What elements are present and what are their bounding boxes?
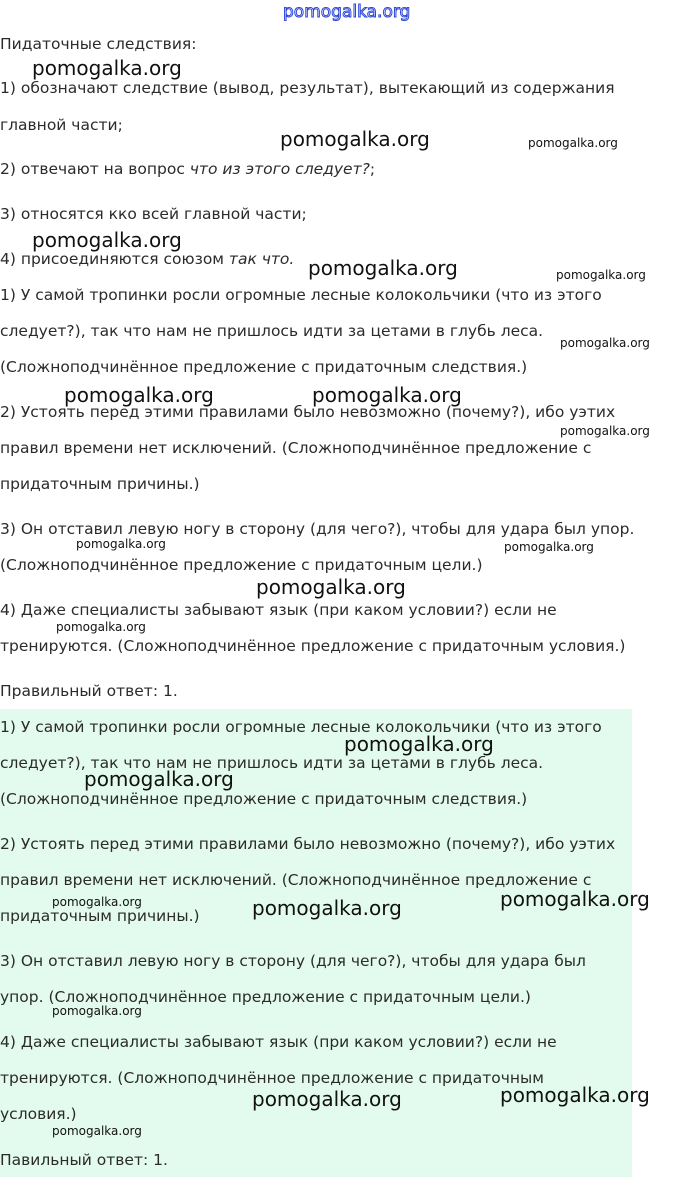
watermark: pomogalka.org bbox=[252, 896, 402, 920]
answer-4-line-b: тренируются. (Сложноподчинённое предложение с придаточным bbox=[0, 1069, 544, 1087]
watermark: pomogalka.org bbox=[84, 767, 234, 791]
option-2-line-a: 2) Устоять перед этими правилами было невозможно (почему?), ибо уэтих bbox=[0, 403, 616, 421]
watermark: pomogalka.org bbox=[560, 424, 650, 438]
correct-answer: Правильный ответ: 1. bbox=[0, 682, 178, 700]
answer-3-line-a: 3) Он отставил левую ногу в сторону (для чего?), чтобы для удара был bbox=[0, 952, 586, 970]
watermark: pomogalka.org bbox=[252, 1087, 402, 1111]
watermark: pomogalka.org bbox=[560, 336, 650, 350]
option-2-line-b: правил времени нет исключений. (Сложноподчинённое предложение с bbox=[0, 439, 592, 457]
watermark: pomogalka.org bbox=[528, 136, 618, 150]
intro-line-2-question: что из этого следует? bbox=[189, 160, 370, 178]
final-answer: Павильный ответ: 1. bbox=[0, 1151, 168, 1169]
answer-4-line-c: условия.) bbox=[0, 1105, 77, 1123]
intro-line-4 bbox=[0, 249, 294, 269]
answer-2-line-a: 2) Устоять перед этими правилами было невозможно (почему?), ибо уэтих bbox=[0, 835, 616, 853]
intro-line-1a: 1) обозначают следствие (вывод, результат), вытекающий из содержания bbox=[0, 79, 615, 97]
watermark: pomogalka.org bbox=[500, 1083, 650, 1107]
intro-heading: Пидаточные следствия: bbox=[0, 35, 197, 53]
intro-line-4a: 4) присоединяются союзом bbox=[0, 250, 229, 268]
watermark: pomogalka.org bbox=[52, 895, 142, 909]
watermark: pomogalka.org bbox=[52, 1124, 142, 1138]
answer-4-line-a: 4) Даже специалисты забывают язык (при каком условии?) если не bbox=[0, 1033, 557, 1051]
watermark: pomogalka.org bbox=[76, 537, 166, 551]
answer-2-line-c: придаточным причины.) bbox=[0, 907, 200, 925]
option-3-line-b: (Сложноподчинённое предложение с придаточным цели.) bbox=[0, 556, 483, 574]
watermark: pomogalka.org bbox=[52, 1004, 142, 1018]
watermark: pomogalka.org bbox=[504, 540, 594, 554]
answer-1-line-b: следует?), так что нам не пришлось идти за цетами в глубь леса. bbox=[0, 754, 544, 772]
option-4-line-a: 4) Даже специалисты забывают язык (при каком условии?) если не bbox=[0, 601, 557, 619]
watermark: pomogalka.org bbox=[344, 732, 494, 756]
option-4-line-b: тренируются. (Сложноподчинённое предложение с придаточным условия.) bbox=[0, 637, 626, 655]
intro-line-2a: 2) отвечают на вопрос bbox=[0, 160, 190, 178]
option-1-line-a: 1) У самой тропинки росли огромные лесные колокольчики (что из этого bbox=[0, 286, 602, 304]
option-1-line-b: следует?), так что нам не пришлось идти за цетами в глубь леса. bbox=[0, 322, 544, 340]
intro-line-2 bbox=[0, 159, 375, 179]
watermark: pomogalka.org bbox=[56, 620, 146, 634]
watermark: pomogalka.org bbox=[32, 228, 182, 252]
answer-2-line-b: правил времени нет исключений. (Сложноподчинённое предложение с bbox=[0, 871, 592, 889]
answer-3-line-b: упор. (Сложноподчинённое предложение с придаточным цели.) bbox=[0, 988, 531, 1006]
option-1-line-c: (Сложноподчинённое предложение с придаточным следствия.) bbox=[0, 358, 528, 376]
watermark: pomogalka.org bbox=[280, 127, 430, 151]
intro-line-3: 3) относятся кко всей главной части; bbox=[0, 205, 307, 223]
watermark: pomogalka.org bbox=[308, 256, 458, 280]
watermark-top: pomogalka.org bbox=[283, 2, 411, 22]
watermark: pomogalka.org bbox=[500, 887, 650, 911]
watermark: pomogalka.org bbox=[32, 56, 182, 80]
answer-1-line-a: 1) У самой тропинки росли огромные лесные колокольчики (что из этого bbox=[0, 718, 602, 736]
watermark: pomogalka.org bbox=[556, 268, 646, 282]
answer-1-line-c: (Сложноподчинённое предложение с придаточным следствия.) bbox=[0, 790, 528, 808]
option-2-line-c: придаточным причины.) bbox=[0, 475, 200, 493]
intro-line-1b: главной части; bbox=[0, 116, 123, 134]
option-3-line-a: 3) Он отставил левую ногу в сторону (для чего?), чтобы для удара был упор. bbox=[0, 520, 635, 538]
watermark: pomogalka.org bbox=[64, 383, 214, 407]
watermark: pomogalka.org bbox=[256, 575, 406, 599]
intro-line-4-conjunction: так что. bbox=[228, 250, 295, 268]
intro-line-2c: ; bbox=[369, 160, 376, 178]
watermark: pomogalka.org bbox=[312, 383, 462, 407]
